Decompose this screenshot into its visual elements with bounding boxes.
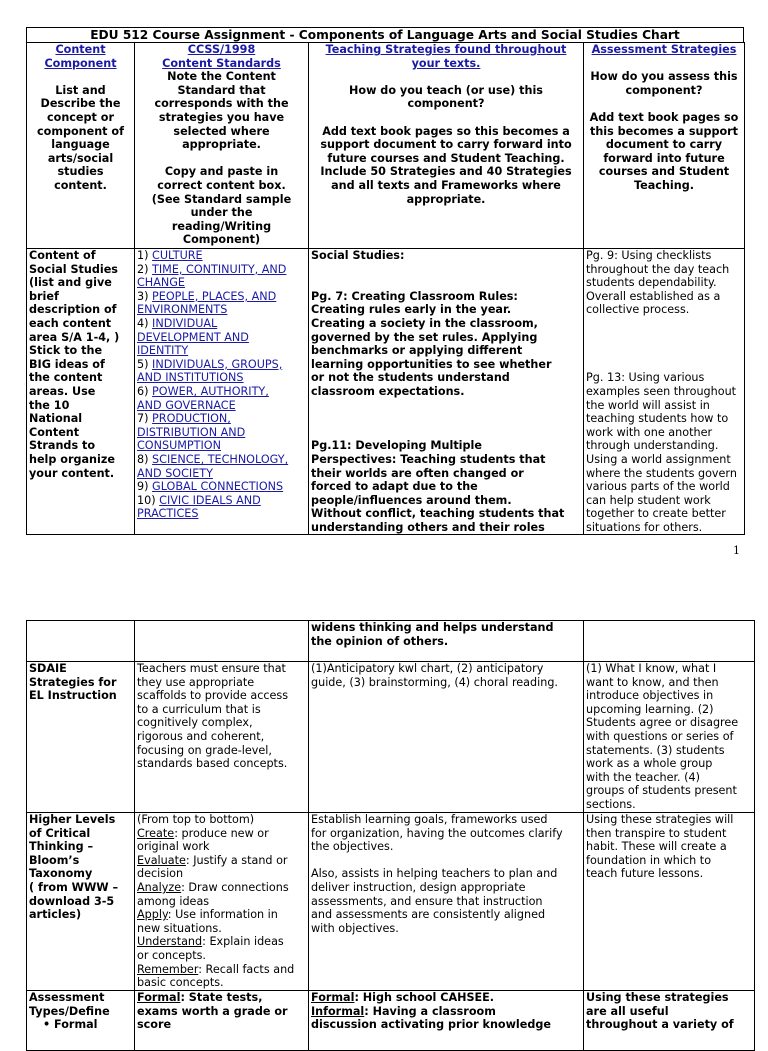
text-line: collective process.: [586, 303, 690, 317]
strand-link[interactable]: TIME, CONTINUITY, AND: [152, 262, 287, 276]
text-line: correct content box.: [157, 178, 286, 192]
formal-term: Formal: [137, 991, 181, 1004]
strand-line: [137, 317, 306, 331]
text-line: governed by the set rules. Applying: [311, 330, 538, 344]
strand-line: [137, 439, 306, 453]
strand-number: 4): [137, 316, 149, 330]
text-line: assessments, and ensure that instruction: [311, 894, 543, 908]
strand-line: [137, 263, 306, 277]
text-line: scaffolds to provide access: [137, 689, 289, 703]
text-line: their worlds are often changed or: [311, 466, 524, 480]
assessment-types-formal: Formal: [54, 1018, 98, 1032]
formal-example: [311, 991, 581, 1005]
strand-line: [137, 249, 306, 263]
ccss-desc: [137, 70, 306, 152]
strand-link[interactable]: INDIVIDUALS, GROUPS,: [152, 357, 283, 371]
bloom-level-term: Understand: [137, 935, 203, 949]
national-strands-cell: [135, 249, 309, 535]
bloom-level-desc: basic concepts.: [137, 976, 224, 990]
assessment-types-standards: [135, 991, 309, 1051]
bloom-level-desc: among ideas: [137, 894, 210, 908]
text-line: deliver instruction, design appropriate: [311, 880, 526, 894]
text-line: Creating rules early in the year.: [311, 303, 512, 317]
bloom-level-line: [137, 827, 306, 841]
strand-number: 2): [137, 262, 149, 276]
text-line: standards based concepts.: [137, 757, 288, 771]
text-line: throughout the day teach: [586, 262, 730, 276]
content-component-desc: [29, 84, 132, 193]
bloom-level-line: [137, 881, 306, 895]
social-studies-component: [27, 249, 135, 535]
strand-line: [137, 276, 306, 290]
text-line: your texts.: [411, 56, 481, 70]
text-line: arts/social: [47, 151, 114, 165]
text-line: the content: [29, 371, 103, 385]
text-line: (1)Anticipatory kwl chart, (2) anticipatory: [311, 662, 544, 675]
header-ccss-standards: [135, 43, 309, 249]
strand-link[interactable]: AND INSTITUTIONS: [137, 371, 244, 385]
text-line: Content: [55, 43, 106, 56]
text-line: throughout a variety of: [586, 1018, 734, 1032]
strand-number: 8): [137, 452, 149, 466]
bloom-level-line: [137, 976, 306, 990]
text-line: Students agree or disagree: [586, 716, 739, 730]
ccss-copy-instructions: [137, 165, 306, 247]
informal-example-rest: : Having a classroom: [364, 1004, 496, 1018]
strand-link[interactable]: INDIVIDUAL: [152, 316, 218, 330]
text-line: understanding others and their roles: [311, 520, 545, 534]
strand-link[interactable]: CIVIC IDEALS AND: [159, 493, 261, 507]
bloom-level-term: Apply: [137, 908, 168, 922]
text-line: Teaching Strategies found throughout: [325, 43, 567, 56]
chart-table-page-2: [26, 620, 755, 1051]
social-studies-label: Social Studies:: [311, 249, 405, 262]
assessment-strategies-link[interactable]: Assessment Strategies: [591, 43, 737, 56]
strand-line: [137, 453, 306, 467]
sdaie-component: [27, 662, 135, 813]
bloom-level-line: [137, 935, 306, 949]
assessment-types-label-1: Assessment: [29, 991, 105, 1004]
bloom-component: [27, 813, 135, 991]
bloom-intro: (From top to bottom): [137, 813, 255, 826]
bloom-level-desc: new situations.: [137, 921, 222, 935]
strand-link[interactable]: AND GOVERNACE: [137, 398, 236, 412]
text-line: corresponds with the: [154, 97, 289, 111]
text-line: Also, assists in helping teachers to plan and: [311, 867, 558, 881]
text-line: with questions or series of: [586, 729, 734, 743]
text-line: content.: [54, 178, 107, 192]
informal-example: [311, 1005, 581, 1019]
bloom-level-term: Create: [137, 826, 175, 840]
assessment-types-row: [27, 991, 755, 1051]
strand-line: [137, 385, 306, 399]
strand-number: 1): [137, 249, 149, 262]
bloom-levels-list: [137, 827, 306, 990]
strand-number: 3): [137, 289, 149, 303]
formal-term-2: Formal: [311, 991, 355, 1004]
text-line: work as a whole group: [586, 757, 713, 771]
text-line: sections.: [586, 797, 636, 811]
text-line: help organize: [29, 452, 115, 466]
bloom-level-desc: : Explain ideas: [202, 935, 284, 949]
text-line: Using these strategies will: [586, 813, 734, 826]
sdaie-assessment-text: [586, 662, 752, 812]
strand-link[interactable]: DISTRIBUTION AND: [137, 425, 246, 439]
text-line: appropriate.: [182, 138, 261, 152]
formal-example-rest: : High school CAHSEE.: [354, 991, 495, 1004]
strand-number: 10): [137, 493, 156, 507]
formal-def-line-1: [137, 991, 306, 1005]
text-line: the 10: [29, 398, 70, 412]
text-line: description of: [29, 303, 117, 317]
text-line: brief: [29, 289, 59, 303]
text-line: are all useful: [586, 1004, 669, 1018]
bloom-teaching: [309, 813, 584, 991]
text-line: Perspectives: Teaching students that: [311, 452, 546, 466]
strategy-multiple-perspectives: [311, 439, 581, 534]
text-line: Overall established as a: [586, 289, 721, 303]
text-line: teach future lessons.: [586, 867, 704, 881]
text-line: benchmarks or applying different: [311, 344, 523, 358]
text-line: where the students govern: [586, 466, 737, 480]
text-line: (See Standard sample: [151, 192, 292, 206]
assessment-instructions: [586, 111, 742, 193]
strand-link[interactable]: PRODUCTION,: [152, 412, 231, 426]
text-line: support document to carry forward into: [320, 138, 572, 152]
text-line: Note the Content: [167, 70, 276, 84]
page-number: 1: [733, 544, 740, 557]
text-line: document to carry: [605, 138, 723, 152]
text-line: cognitively complex,: [137, 716, 253, 730]
text-line: guide, (3) brainstorming, (4) choral reading.: [311, 675, 558, 689]
bloom-levels-cell: [135, 813, 309, 991]
bloom-level-line: [137, 854, 306, 868]
strand-link[interactable]: AND SOCIETY: [137, 466, 213, 480]
bloom-level-desc: : produce new or: [174, 826, 269, 840]
text-line: this becomes a support: [589, 124, 739, 138]
bloom-level-desc: : Recall facts and: [198, 962, 295, 976]
text-line: Pg. 13: Using various: [586, 371, 705, 385]
text-line: various parts of the world: [586, 480, 730, 494]
text-line: Strands to: [29, 439, 96, 453]
assessment-question: [586, 70, 742, 97]
text-line: situations for others.: [586, 520, 703, 534]
bloom-level-line: [137, 922, 306, 936]
social-studies-desc: [29, 249, 132, 480]
text-line: focusing on grade-level,: [137, 743, 272, 757]
text-line: Using these strategies: [586, 991, 729, 1004]
text-line: selected where: [173, 124, 270, 138]
bloom-teaching-planning: [311, 867, 581, 935]
text-line: work with one another: [586, 425, 713, 439]
text-line: strategies you have: [158, 110, 285, 124]
text-line: download 3-5: [29, 894, 115, 908]
sdaie-teaching-text: [311, 662, 581, 689]
ccss-standards-link[interactable]: [137, 43, 306, 70]
text-line: foundation in which to: [586, 853, 712, 867]
text-line: statements. (3) students: [586, 743, 725, 757]
text-line: reading/Writing: [171, 219, 272, 233]
bloom-level-line: [137, 908, 306, 922]
text-line: examples seen throughout: [586, 384, 737, 398]
text-line: the world will assist in: [586, 398, 710, 412]
text-line: CCSS/1998: [187, 43, 256, 56]
text-line: Add text book pages so: [589, 110, 739, 124]
strand-link[interactable]: CULTURE: [152, 249, 203, 262]
text-line: then transpire to student: [586, 826, 727, 840]
text-line: Creating a society in the classroom,: [311, 316, 538, 330]
strand-number: 7): [137, 412, 149, 426]
text-line: and assessments are consistently aligned: [311, 908, 546, 922]
strand-link[interactable]: CHANGE: [137, 276, 185, 290]
text-line: EL Instruction: [29, 689, 117, 703]
teaching-strategies-link[interactable]: [311, 43, 581, 70]
bloom-row: [27, 813, 755, 991]
header-teaching-strategies: [309, 43, 584, 249]
bloom-level-line: [137, 867, 306, 881]
text-line: Teachers must ensure that: [137, 662, 286, 675]
strand-link[interactable]: CONSUMPTION: [137, 439, 221, 453]
strand-line: [137, 344, 306, 358]
bloom-level-term: Analyze: [137, 880, 182, 894]
text-line: Content of: [29, 249, 96, 262]
header-assessment-strategies: [584, 43, 745, 249]
strand-line: [137, 426, 306, 440]
text-line: learning opportunities to see whether: [311, 357, 552, 371]
formal-def-rest: : State tests,: [180, 991, 263, 1004]
text-line: upcoming learning. (2): [586, 702, 714, 716]
text-line: (1) What I know, what I: [586, 662, 717, 675]
bloom-level-desc: or concepts.: [137, 948, 206, 962]
bloom-level-desc: : Use information in: [167, 908, 278, 922]
text-line: introduce objectives in: [586, 689, 714, 703]
text-line: can help student work: [586, 493, 711, 507]
strand-link[interactable]: SCIENCE, TECHNOLOGY,: [152, 452, 289, 466]
text-line: articles): [29, 908, 82, 922]
assessment-checklists: [586, 249, 742, 317]
strand-line: [137, 507, 306, 521]
text-line: with the teacher. (4): [586, 770, 700, 784]
text-line: for organization, having the outcomes clarify: [311, 826, 563, 840]
text-line: Stick to the: [29, 344, 103, 358]
bloom-assessment-text: [586, 813, 752, 881]
text-line: National: [29, 412, 83, 426]
sdaie-standards: [135, 662, 309, 813]
text-line: Using a world assignment: [586, 452, 731, 466]
assessment-world-examples: [586, 371, 742, 534]
social-studies-assessment: [584, 249, 745, 535]
text-line: Content Standards: [162, 56, 281, 70]
text-line: people/influences around them.: [311, 493, 512, 507]
content-component-link[interactable]: [29, 43, 132, 70]
document-title: EDU 512 Course Assignment - Components of Language Arts and Social Studies Chart: [26, 27, 744, 43]
social-studies-row: [27, 249, 745, 535]
assessment-types-label-2: Types/Define: [29, 1004, 110, 1018]
bloom-label: [29, 813, 132, 922]
text-line: (list and give: [29, 276, 112, 290]
text-line: through understanding.: [586, 439, 719, 453]
strand-line: [137, 358, 306, 372]
text-line: Pg. 7: Creating Classroom Rules:: [311, 289, 518, 303]
bloom-teaching-goals: [311, 813, 581, 854]
bloom-level-term: Remember: [137, 962, 199, 976]
strand-link[interactable]: IDENTITY: [137, 344, 189, 358]
text-line: with objectives.: [311, 921, 399, 935]
text-line: Standard that: [177, 83, 266, 97]
text-line: the opinion of others.: [311, 634, 449, 648]
text-line: Component): [182, 233, 261, 247]
text-line: they use appropriate: [137, 675, 255, 689]
text-line: your content.: [29, 466, 115, 480]
national-strands-list: [137, 249, 306, 521]
text-line: Component: [44, 56, 117, 70]
continuation-text: [311, 621, 581, 648]
text-line: Pg. 9: Using checklists: [586, 249, 712, 262]
continuation-row: [27, 621, 755, 662]
text-line: widens thinking and helps understand: [311, 621, 554, 634]
strand-number: 9): [137, 480, 149, 494]
assessment-types-teaching: [309, 991, 584, 1051]
text-line: Without conflict, teaching students that: [311, 507, 565, 521]
text-line: want to know, and then: [586, 675, 719, 689]
bloom-level-term: Evaluate: [137, 853, 186, 867]
text-line: students dependability.: [586, 276, 717, 290]
strand-line: [137, 290, 306, 304]
informal-example-line-3: discussion activating prior knowledge: [311, 1018, 551, 1032]
text-line: each content: [29, 316, 112, 330]
continuation-col1: [27, 621, 135, 662]
strand-number: 5): [137, 357, 149, 371]
text-line: Taxonomy: [29, 867, 93, 881]
sdaie-row: [27, 662, 755, 813]
text-line: or not the students understand: [311, 371, 510, 385]
text-line: appropriate.: [406, 192, 486, 206]
strand-number: 6): [137, 384, 149, 398]
continuation-col2: [135, 621, 309, 662]
strand-link[interactable]: POWER, AUTHORITY,: [152, 384, 269, 398]
strand-line: [137, 412, 306, 426]
text-line: areas. Use: [29, 384, 96, 398]
text-line: Social Studies: [29, 262, 118, 276]
text-line: Higher Levels: [29, 813, 116, 826]
text-line: Bloom’s: [29, 853, 80, 867]
strand-link[interactable]: PEOPLE, PLACES, AND: [152, 289, 277, 303]
strand-line: [137, 494, 306, 508]
bloom-level-desc: : Justify a stand or: [185, 853, 288, 867]
bloom-level-desc: : Draw connections: [181, 880, 289, 894]
text-line: habit. These will create a: [586, 840, 727, 854]
text-line: List and: [55, 83, 106, 97]
header-row: [27, 43, 745, 249]
chart-table-page-1: [26, 42, 745, 535]
text-line: Describe the: [40, 97, 121, 111]
sdaie-assessment: [584, 662, 755, 813]
bloom-level-line: [137, 949, 306, 963]
assessment-types-component: [27, 991, 135, 1051]
strategy-classroom-rules: [311, 290, 581, 399]
strand-link[interactable]: GLOBAL CONNECTIONS: [152, 480, 284, 494]
text-line: future courses and Student Teaching.: [327, 151, 565, 165]
text-line: classroom expectations.: [311, 384, 465, 398]
informal-term: Informal: [311, 1004, 365, 1018]
sdaie-standards-text: [137, 662, 306, 771]
bloom-level-line: [137, 963, 306, 977]
assessment-types-formal-item: • Formal: [43, 1018, 98, 1032]
strand-line: [137, 399, 306, 413]
text-line: forced to adapt due to the: [311, 480, 478, 494]
text-line: of Critical: [29, 826, 91, 840]
text-line: How do you assess this: [590, 70, 738, 84]
teaching-question: How do you teach (or use) this component?: [349, 83, 543, 111]
formal-def-line-3: score: [137, 1018, 172, 1032]
social-studies-teaching: [309, 249, 584, 535]
strand-line: [137, 331, 306, 345]
text-line: concept or: [47, 110, 114, 124]
strand-line: [137, 371, 306, 385]
text-line: and all texts and Frameworks where: [331, 178, 561, 192]
strand-link[interactable]: DEVELOPMENT AND: [137, 330, 249, 344]
text-line: studies: [57, 165, 104, 179]
text-line: Thinking –: [29, 840, 94, 854]
text-line: forward into future: [603, 151, 725, 165]
text-line: SDAIE: [29, 662, 67, 675]
bloom-level-line: [137, 840, 306, 854]
continuation-teaching: [309, 621, 584, 662]
text-line: teaching students how to: [586, 412, 729, 426]
strand-line: [137, 467, 306, 481]
text-line: Include 50 Strategies and 40 Strategies: [320, 165, 572, 179]
text-line: the objectives.: [311, 840, 394, 854]
text-line: groups of students present: [586, 784, 737, 798]
text-line: Add text book pages so this becomes a: [322, 124, 570, 138]
header-content-component: [27, 43, 135, 249]
teaching-instructions: [311, 125, 581, 207]
sdaie-teaching: [309, 662, 584, 813]
text-line: Copy and paste in: [164, 165, 279, 179]
assessment-types-text: [586, 991, 752, 1032]
bloom-level-desc: decision: [137, 867, 184, 881]
text-line: Establish learning goals, frameworks used: [311, 813, 548, 826]
text-line: component?: [625, 83, 703, 97]
text-line: component of: [37, 124, 124, 138]
text-line: area S/A 1-4, ): [29, 330, 120, 344]
text-line: language: [51, 138, 110, 152]
text-line: Teaching.: [634, 178, 694, 192]
text-line: rigorous and coherent,: [137, 729, 265, 743]
text-line: Content: [29, 425, 80, 439]
text-line: to a curriculum that is: [137, 702, 261, 716]
strand-line: [137, 303, 306, 317]
strand-link[interactable]: ENVIRONMENTS: [137, 303, 228, 317]
text-line: BIG ideas of: [29, 357, 105, 371]
formal-def-line-2: exams worth a grade or: [137, 1004, 288, 1018]
text-line: courses and Student: [598, 165, 730, 179]
sdaie-label: [29, 662, 132, 703]
bloom-level-desc: original work: [137, 840, 210, 854]
bloom-assessment: [584, 813, 755, 991]
text-line: ( from WWW –: [29, 880, 119, 894]
bloom-level-line: [137, 895, 306, 909]
text-line: Strategies for: [29, 675, 117, 689]
strand-link[interactable]: PRACTICES: [137, 507, 199, 521]
text-line: under the: [190, 206, 253, 220]
assessment-types-assessment: [584, 991, 755, 1051]
continuation-col4: [584, 621, 755, 662]
strand-line: [137, 480, 306, 494]
text-line: together to create better: [586, 507, 726, 521]
text-line: Pg.11: Developing Multiple: [311, 439, 482, 453]
